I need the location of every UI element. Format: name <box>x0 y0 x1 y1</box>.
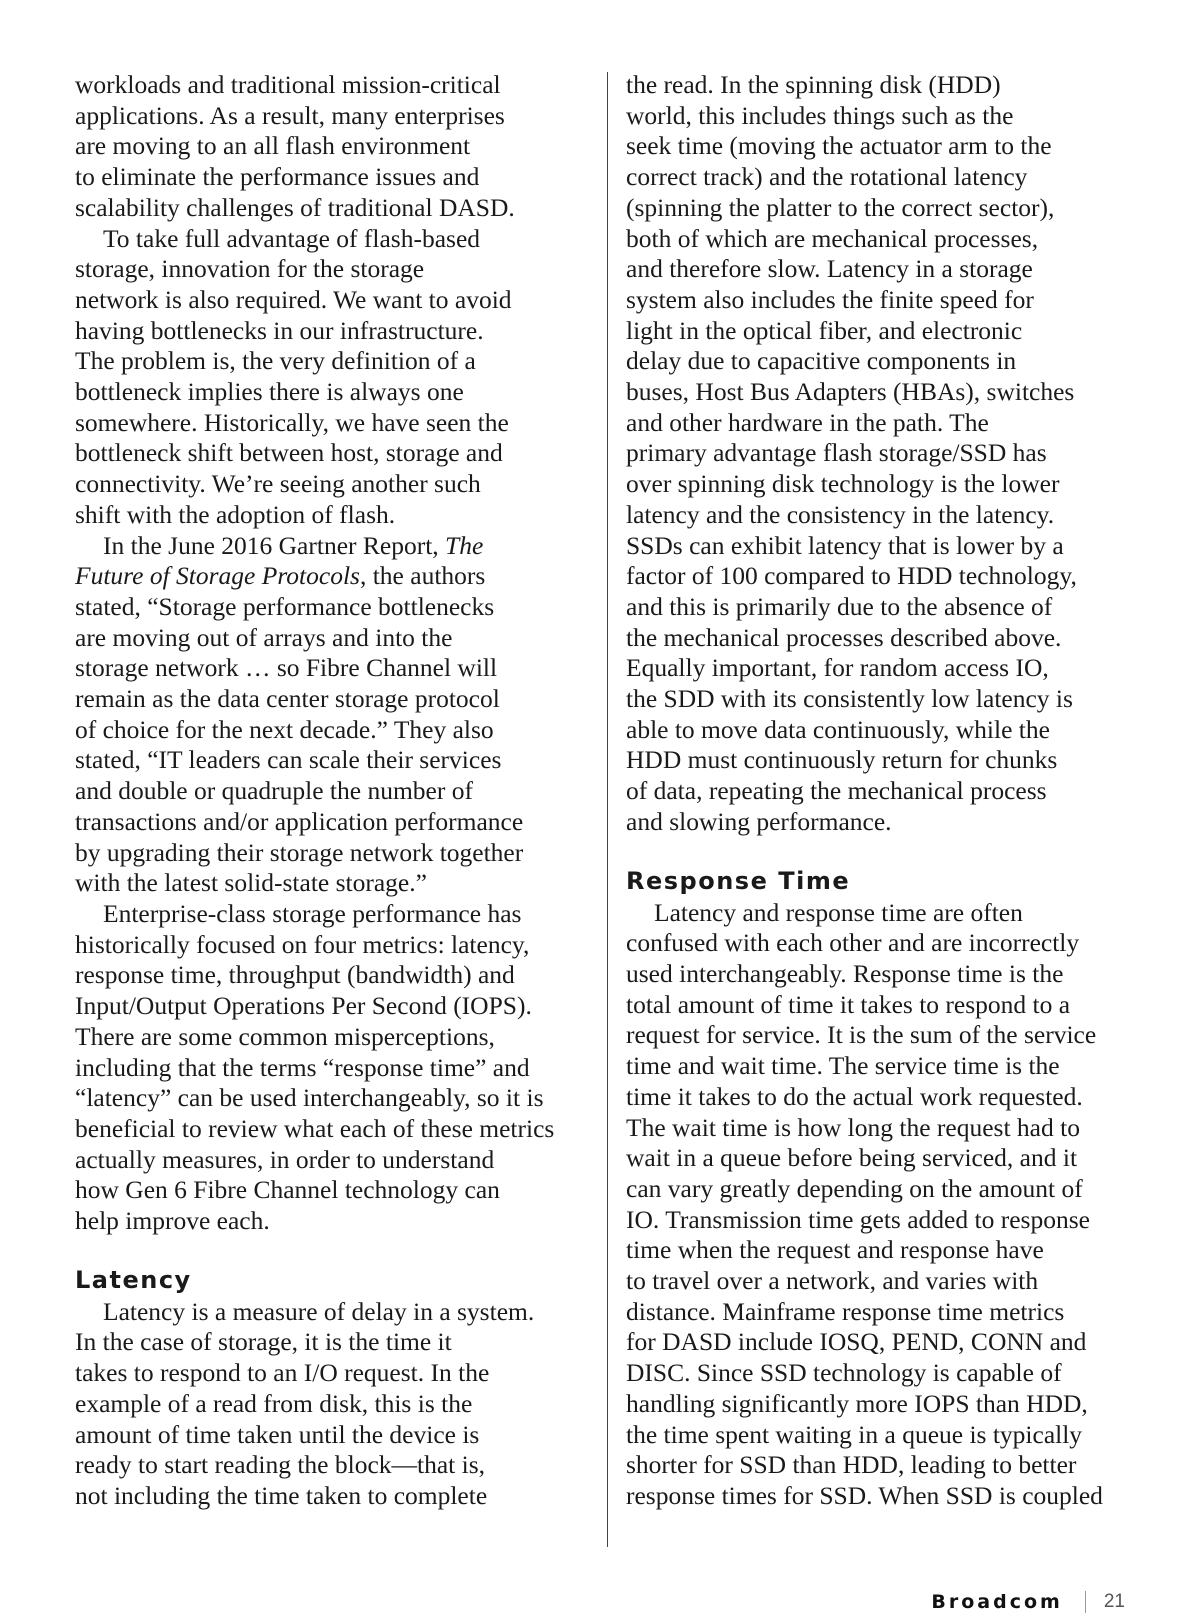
paragraph-line: total amount of time it takes to respond to a <box>626 989 1071 1019</box>
paragraph-line: latency and the consistency in the latency. <box>626 499 1055 529</box>
paragraph-line: to travel over a network, and varies with <box>626 1266 1039 1296</box>
paragraph-line: having bottlenecks in our infrastructure. <box>75 315 484 345</box>
paragraph-line: somewhere. Historically, we have seen the <box>75 407 509 437</box>
paragraph-line: storage, innovation for the storage <box>75 254 425 284</box>
text-run: In the June 2016 Gartner Report, <box>103 530 446 560</box>
paragraph-line: able to move data continuously, while the <box>626 714 1050 744</box>
paragraph-line: Input/Output Operations Per Second (IOPS). <box>75 991 532 1021</box>
page-number: 21 <box>1103 1591 1125 1612</box>
paragraph-line: correct track) and the rotational latency <box>626 162 1028 192</box>
paragraph-line: factor of 100 compared to HDD technology, <box>626 561 1077 591</box>
paragraph-line: transactions and/or application performance <box>75 806 524 836</box>
paragraph-line: time it takes to do the actual work requested. <box>626 1081 1083 1111</box>
paragraph-line: are moving out of arrays and into the <box>75 622 453 652</box>
right-column <box>626 70 1146 1512</box>
paragraph-line: example of a read from disk, this is the <box>75 1388 473 1418</box>
paragraph-line: both of which are mechanical processes, <box>626 223 1039 253</box>
paragraph-line: In the case of storage, it is the time it <box>75 1327 452 1357</box>
paragraph-line: ready to start reading the block—that is, <box>75 1450 486 1480</box>
paragraph-line: The problem is, the very definition of a <box>75 346 476 376</box>
paragraph-line: Equally important, for random access IO, <box>626 653 1049 683</box>
paragraph-line: bottleneck implies there is always one <box>75 377 464 407</box>
paragraph-line: and other hardware in the path. The <box>626 407 989 437</box>
paragraph-line: remain as the data center storage protocol <box>75 684 500 714</box>
paragraph-line: handling significantly more IOPS than HDD, <box>626 1388 1088 1418</box>
paragraph-gartner-quote <box>75 531 595 899</box>
paragraph-line: light in the optical fiber, and electronic <box>626 315 1023 345</box>
paragraph-line: over spinning disk technology is the lower <box>626 469 1060 499</box>
paragraph-line <box>75 531 595 562</box>
paragraph-line: how Gen 6 Fibre Channel technology can <box>75 1175 500 1205</box>
report-title-italic: Future of Storage Protocols <box>75 561 360 591</box>
paragraph-line: system also includes the finite speed for <box>626 284 1034 314</box>
paragraph-line: of data, repeating the mechanical process <box>626 776 1047 806</box>
paragraph-line: buses, Host Bus Adapters (HBAs), switches <box>626 377 1075 407</box>
paragraph-lines <box>75 592 595 899</box>
paragraph-line: and therefore slow. Latency in a storage <box>626 254 1033 284</box>
paragraph-line: response times for SSD. When SSD is coupled <box>626 1480 1103 1510</box>
paragraph-line: not including the time taken to complete <box>75 1480 488 1510</box>
paragraph-line: Latency and response time are often <box>654 897 1023 927</box>
paragraph-line: actually measures, in order to understand <box>75 1144 495 1174</box>
paragraph-line <box>75 561 595 592</box>
paragraph <box>75 70 595 224</box>
paragraph-line: delay due to capacitive components in <box>626 346 1017 376</box>
paragraph-line: shift with the adoption of flash. <box>75 499 396 529</box>
footer-brand: Broadcom <box>931 1591 1063 1613</box>
paragraph-line: including that the terms “response time” and <box>75 1052 530 1082</box>
page-footer <box>931 1590 1125 1614</box>
paragraph-line: HDD must continuously return for chunks <box>626 745 1058 775</box>
text-run: , the authors <box>359 561 486 591</box>
paragraph-line: applications. As a result, many enterprises <box>75 100 505 130</box>
section-heading-response-time: Response Time <box>626 866 851 895</box>
paragraph-line: takes to respond to an I/O request. In the <box>75 1358 490 1388</box>
paragraph-line: are moving to an all flash environment <box>75 131 471 161</box>
paragraph-line: amount of time taken until the device is <box>75 1419 480 1449</box>
paragraph-line: There are some common misperceptions, <box>75 1021 495 1051</box>
left-column <box>75 70 595 1512</box>
paragraph-line: IO. Transmission time gets added to response <box>626 1204 1090 1234</box>
paragraph-line: confused with each other and are incorrectly <box>626 928 1080 958</box>
paragraph-line: can vary greatly depending on the amount of <box>626 1173 1083 1203</box>
paragraph-line: seek time (moving the actuator arm to the <box>626 131 1052 161</box>
paragraph-line: shorter for SSD than HDD, leading to better <box>626 1450 1077 1480</box>
paragraph-line: DISC. Since SSD technology is capable of <box>626 1358 1062 1388</box>
paragraph-line: scalability challenges of traditional DASD. <box>75 192 515 222</box>
paragraph-line: and double or quadruple the number of <box>75 776 473 806</box>
paragraph-line: beneficial to review what each of these metrics <box>75 1113 555 1143</box>
paragraph-line: distance. Mainframe response time metrics <box>626 1296 1065 1326</box>
paragraph-line: time when the request and response have <box>626 1235 1044 1265</box>
paragraph-line: the SDD with its consistently low latency is <box>626 684 1073 714</box>
paragraph-line: storage network … so Fibre Channel will <box>75 653 498 683</box>
paragraph-line: wait in a queue before being serviced, and it <box>626 1143 1078 1173</box>
paragraph-line: the read. In the spinning disk (HDD) <box>626 70 1001 99</box>
paragraph-line: Enterprise-class storage performance has <box>103 898 522 928</box>
paragraph-line: for DASD include IOSQ, PEND, CONN and <box>626 1327 1087 1357</box>
paragraph-line: network is also required. We want to avoid <box>75 284 512 314</box>
paragraph-line: the time spent waiting in a queue is typically <box>626 1419 1083 1449</box>
paragraph-line: to eliminate the performance issues and <box>75 162 480 192</box>
paragraph-line: primary advantage flash storage/SSD has <box>626 438 1047 468</box>
paragraph-line: Latency is a measure of delay in a system. <box>103 1296 535 1326</box>
paragraph-line: stated, “Storage performance bottlenecks <box>75 591 495 621</box>
section-heading-latency: Latency <box>75 1265 192 1294</box>
paragraph-line: time and wait time. The service time is the <box>626 1051 1060 1081</box>
paragraph <box>75 224 595 531</box>
paragraph-line: To take full advantage of flash-based <box>103 223 481 253</box>
paragraph-line: connectivity. We’re seeing another such <box>75 469 481 499</box>
paragraph <box>75 1297 595 1512</box>
paragraph-line: historically focused on four metrics: latency, <box>75 929 530 959</box>
report-title-italic: The <box>445 530 484 560</box>
column-divider <box>607 72 608 1547</box>
paragraph-line: SSDs can exhibit latency that is lower by a <box>626 530 1064 560</box>
paragraph-line: stated, “IT leaders can scale their services <box>75 745 502 775</box>
paragraph-line: world, this includes things such as the <box>626 100 1014 130</box>
paragraph-line: used interchangeably. Response time is the <box>626 958 1064 988</box>
paragraph-line: request for service. It is the sum of the service <box>626 1020 1097 1050</box>
paragraph-line: (spinning the platter to the correct sector), <box>626 192 1055 222</box>
paragraph <box>626 898 1146 1512</box>
paragraph <box>626 70 1146 838</box>
paragraph-line: response time, throughput (bandwidth) and <box>75 960 515 990</box>
paragraph-line: workloads and traditional mission-critical <box>75 70 501 99</box>
footer-divider <box>1085 1591 1086 1613</box>
paragraph-line: and this is primarily due to the absence of <box>626 591 1053 621</box>
paragraph-line: the mechanical processes described above. <box>626 622 1062 652</box>
paragraph-line: and slowing performance. <box>626 806 892 836</box>
paragraph-line: “latency” can be used interchangeably, so it is <box>75 1083 544 1113</box>
paragraph-line: The wait time is how long the request had to <box>626 1112 1080 1142</box>
paragraph-line: with the latest solid-state storage.” <box>75 868 427 898</box>
paragraph <box>75 899 595 1237</box>
paragraph-line: of choice for the next decade.” They also <box>75 714 494 744</box>
paragraph-line: by upgrading their storage network together <box>75 837 524 867</box>
paragraph-line: bottleneck shift between host, storage and <box>75 438 503 468</box>
paragraph-line: help improve each. <box>75 1206 270 1236</box>
